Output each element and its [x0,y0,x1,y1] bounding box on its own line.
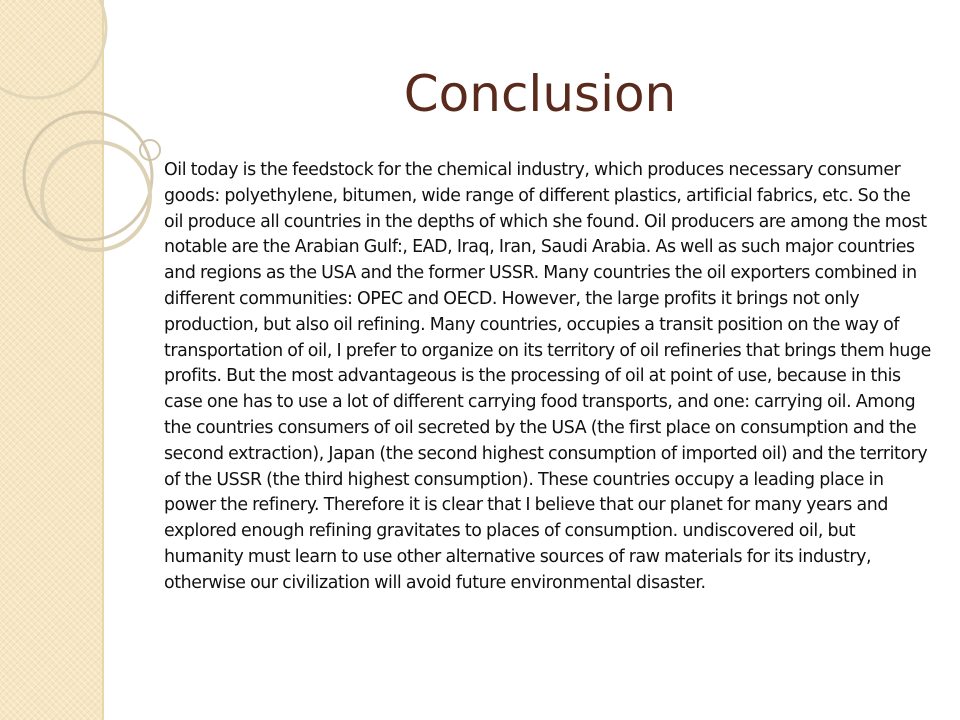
slide-body-text: Oil today is the feedstock for the chemical industry, which produces necessary consumer goods: polyethylene, bitumen, wide range of different plastics, artificial fabrics, etc. So the oil produce all countries in the depths of which she found. Oil producers are among the most notable are the Arabian Gulf:, EAD, Iraq, Iran, Saudi Arabia. As well as such major countries and regions as the USA and the former USSR. Many countries the oil exporters combined in different communities: OPEC and OECD. However, the large profits it brings not only production, but also oil refining. Many countries, occupies a transit position on the way of transportation of oil, I prefer to organize on its territory of oil refineries that brings them huge profits. But the most advantageous is the processing of oil at point of use, because in this case one has to use a lot of different carrying food transports, and one: carrying oil. Among the countries consumers of oil secreted by the USA (the first place on consumption and the second extraction), Japan (the second highest consumption of imported oil) and the territory of the USSR (the third highest consumption). These countries occupy a leading place in power the refinery. Therefore it is clear that I believe that our planet for many years and explored enough refining gravitates to places of consumption. undiscovered oil, but humanity must learn to use other alternative sources of raw materials for its industry, otherwise our civilization will avoid future environmental disaster. [164,160,931,593]
ring-small [140,140,160,160]
decorative-side-panel [0,0,104,720]
slide-title: Conclusion [403,65,677,123]
